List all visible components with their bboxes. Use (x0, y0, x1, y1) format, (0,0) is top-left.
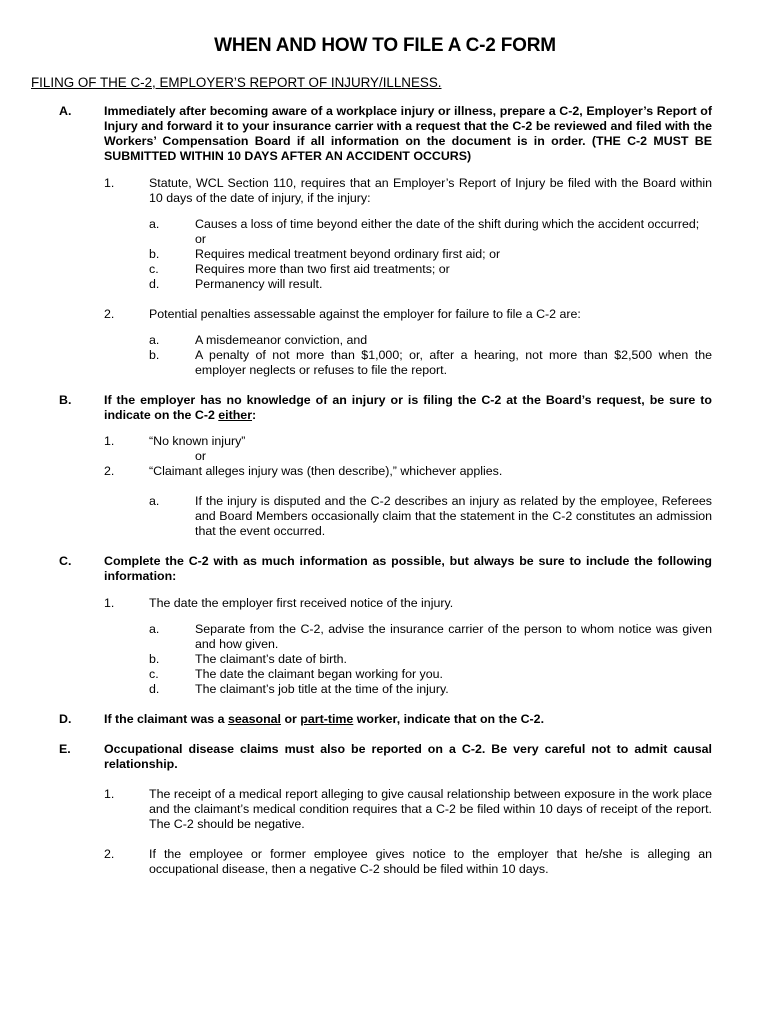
section-a-item-2-sub-b-text: A penalty of not more than $1,000; or, after a hearing, not more than $2,500 when the employer neglects or refuses to file the report. (195, 348, 712, 377)
section-c-sub-c-letter: c. (149, 667, 159, 681)
section-d-letter: D. (59, 712, 72, 726)
section-e-item-1-number: 1. (104, 787, 115, 801)
section-a-item-2-sub-b-letter: b. (149, 348, 160, 362)
section-b-or-text: or (195, 449, 207, 463)
section-a-text: Immediately after becoming aware of a workplace injury or illness, prepare a C-2, Employer’s Report of Injury and forward it to your insurance carrier with a request that the C-2 be reviewed and filed with the Workers’ Compensation Board if all information on the document is in order. (THE C-2 MUST BE SUBMITTED WITHIN 10 DAYS AFTER AN ACCIDENT OCCURS) (104, 104, 712, 163)
section-e-item-1-text: The receipt of a medical report alleging to give causal relationship between exposure in the work place and the claimant’s medical condition requires that a C-2 be filed within 10 days of receipt of the report. The C-2 should be negative. (149, 787, 712, 831)
section-a-item-1-sub-b-text: Requires medical treatment beyond ordinary first aid; or (195, 247, 501, 261)
section-a-item-1-sub-d-text: Permanency will result. (195, 277, 323, 291)
section-a-item-1-sub-c-letter: c. (149, 262, 159, 276)
section-a-letter: A. (59, 104, 72, 118)
section-c-sub-c-text: The date the claimant began working for you. (195, 667, 443, 681)
section-e-item-2-number: 2. (104, 847, 115, 861)
section-b-item-2-text: “Claimant alleges injury was (then describe),” whichever applies. (149, 464, 503, 478)
section-c-sub-b-text: The claimant’s date of birth. (195, 652, 347, 666)
section-a-item-1-sub-d-letter: d. (149, 277, 160, 291)
section-a-item-1-sub-c-text: Requires more than two first aid treatments; or (195, 262, 450, 276)
section-e-letter: E. (59, 742, 71, 756)
section-c-letter: C. (59, 554, 72, 568)
section-c-item-1-number: 1. (104, 596, 115, 610)
section-c-sub-a-letter: a. (149, 622, 160, 636)
section-a-item-2-number: 2. (104, 307, 115, 321)
section-b-text: If the employer has no knowledge of an injury or is filing the C-2 at the Board’s request, be sure to indicate on the C-2 either: (104, 393, 712, 422)
section-b-item-1-number: 1. (104, 434, 115, 448)
section-b-sub-a-letter: a. (149, 494, 160, 508)
section-a-item-1-sub-a-letter: a. (149, 217, 160, 231)
section-a-item-1-text: Statute, WCL Section 110, requires that an Employer’s Report of Injury be filed with the Board within 10 days of the date of injury, if the injury: (149, 176, 712, 205)
section-a-item-2-sub-a-letter: a. (149, 333, 160, 347)
page-subtitle: FILING OF THE C-2, EMPLOYER’S REPORT OF INJURY/ILLNESS. (31, 75, 442, 90)
section-c-sub-b-letter: b. (149, 652, 160, 666)
section-c-item-1-text: The date the employer first received notice of the injury. (149, 596, 454, 610)
section-c-sub-d-text: The claimant’s job title at the time of the injury. (195, 682, 449, 696)
section-c-text: Complete the C-2 with as much information as possible, but always be sure to include the following information: (104, 554, 712, 583)
section-a-item-1-sub-b-letter: b. (149, 247, 160, 261)
section-a-item-2-sub-a-text: A misdemeanor conviction, and (195, 333, 368, 347)
section-b-item-2-number: 2. (104, 464, 115, 478)
section-c-sub-d-letter: d. (149, 682, 160, 696)
section-d-text: If the claimant was a seasonal or part-time worker, indicate that on the C-2. (104, 712, 545, 726)
section-b-letter: B. (59, 393, 72, 407)
section-e-text: Occupational disease claims must also be reported on a C-2. Be very careful not to admit causal relationship. (104, 742, 712, 771)
page-title: WHEN AND HOW TO FILE A C-2 FORM (214, 35, 556, 56)
section-a-item-1-number: 1. (104, 176, 115, 190)
section-b-sub-a-text: If the injury is disputed and the C-2 describes an injury as related by the employee, Referees and Board Members occasionally claim that the statement in the C-2 constitutes an admission that the event occurred. (195, 494, 712, 538)
section-c-sub-a-text: Separate from the C-2, advise the insurance carrier of the person to whom notice was given and how given. (195, 622, 712, 651)
section-b-item-1-text: “No known injury” (149, 434, 246, 448)
section-e-item-2-text: If the employee or former employee gives notice to the employer that he/she is alleging an occupational disease, then a negative C-2 should be filed within 10 days. (149, 847, 712, 876)
section-a-item-1-sub-a-text: Causes a loss of time beyond either the date of the shift during which the accident occurred; or (195, 217, 700, 246)
section-a-item-2-text: Potential penalties assessable against the employer for failure to file a C-2 are: (149, 307, 581, 321)
